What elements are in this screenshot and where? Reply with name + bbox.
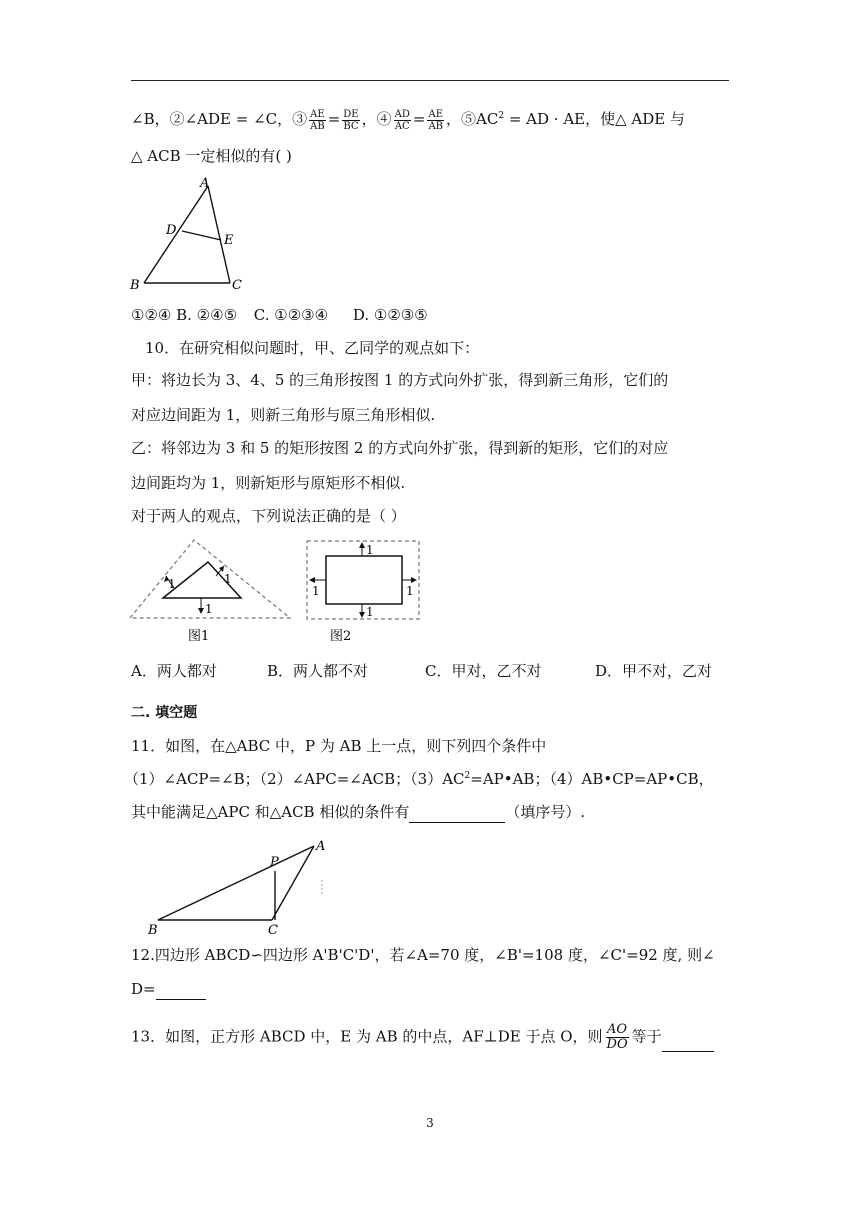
fig1-dist-left: 1 <box>168 577 176 591</box>
fraction-de-bc: $\frac{DE}{BC}$ <box>343 108 359 132</box>
fig2-caption: 图2 <box>330 629 352 644</box>
q11-conditions: （1）∠ACP=∠B；（2）∠APC=∠ACB；$(3)AC^2=AP•AB$；（4）AB•CP=AP•CB， <box>124 770 714 788</box>
q9-option-d[interactable]: D. ①②③⑤ <box>352 306 428 324</box>
section-title-fill-in: 二. 填空题 <box>131 705 198 721</box>
q9-options <box>131 304 731 326</box>
fig1-dist-bottom: 1 <box>205 602 213 616</box>
q12-line2: D= <box>131 978 731 1000</box>
page-number: 3 <box>426 1116 434 1130</box>
q10-jia-line1: 甲：将边长为 3、4、5 的三角形按图 1 的方式向外扩张，得到新三角形，它们的 <box>131 371 669 389</box>
fraction-ae-ab: $\frac{AE}{AB}$ <box>310 108 325 132</box>
q9-question-line: △ ACB 一定相似的有( ) <box>131 147 292 165</box>
fig1-caption: 图1 <box>188 629 210 644</box>
q11-triangle-figure <box>144 836 334 936</box>
label-p: P <box>270 855 279 870</box>
q12-answer-blank[interactable] <box>156 983 206 1000</box>
label-a: A <box>200 176 210 191</box>
q11-answer-blank[interactable] <box>409 806 505 823</box>
fig2-dist-bottom: 1 <box>366 605 374 619</box>
q10-option-d[interactable]: D．甲不对，乙对 <box>595 662 713 680</box>
label-d: D <box>166 223 177 238</box>
q10-option-b[interactable]: B．两人都不对 <box>267 662 369 680</box>
label-c: C <box>268 923 278 936</box>
label-b: B <box>148 923 158 936</box>
q12-line1: 12.四边形 ABCD∽四边形 A'B'C'D'，若∠A=70 度，∠B'=108 度，∠C'=92 度, 则∠ <box>131 946 715 964</box>
label-a: A <box>316 839 326 854</box>
fig1-dist-right: 1 <box>224 572 232 586</box>
q9-option-c[interactable]: C. ①②③④ <box>253 306 329 324</box>
fig2-dist-left: 1 <box>312 584 320 598</box>
q10-ask: 对于两人的观点，下列说法正确的是（ ） <box>131 507 406 525</box>
fraction-ao-do: $\frac{AO}{DO}$ <box>606 1022 628 1052</box>
q10-jia-line2: 对应边间距为 1，则新三角形与原三角形相似. <box>131 406 436 424</box>
label-c: C <box>232 278 242 293</box>
q10-title: 10．在研究相似问题时，甲、乙同学的观点如下： <box>145 339 480 357</box>
q10-yi-line1: 乙：将邻边为 3 和 5 的矩形按图 2 的方式向外扩张，得到新的矩形，它们的对应 <box>131 439 669 457</box>
q10-option-a[interactable]: A．两人都对 <box>131 662 217 680</box>
fraction-ae-ab-2: $\frac{AE}{AB}$ <box>428 108 444 132</box>
fig2-dist-right: 1 <box>406 584 414 598</box>
label-e: E <box>224 233 234 248</box>
fraction-ad-ac: $\frac{AD}{AC}$ <box>394 108 410 132</box>
q13-line: 13．如图，正方形 ABCD 中，E 为 AB 的中点，AF⊥DE 于点 O，则 $\frac{AO}{DO}$ 等于 <box>131 1023 731 1052</box>
q9-triangle-figure <box>128 172 258 294</box>
q9-conditions-line: ∠B，②∠ADE = ∠C，③ $\frac{AE}{AB}$ = $\frac{DE}{BC}$ ，④ $\frac{AD}{AC}$ = $\frac{AE}{AB}$ ，$⑤AC^2$ = AD · AE，使△ ADE 与 <box>131 108 686 132</box>
q11-title: 11．如图，在△ABC 中，P 为 AB 上一点，则下列四个条件中 <box>131 737 547 755</box>
q11-answer-line: 其中能满足△APC 和△ACB 相似的条件有 （填序号）. <box>131 803 586 821</box>
q9-option-a-b[interactable]: ①②④ B. ②④⑤ <box>131 306 238 324</box>
q10-figure-1 <box>126 536 296 648</box>
label-b: B <box>130 278 140 293</box>
q10-yi-line2: 边间距均为 1，则新矩形与原矩形不相似. <box>131 474 406 492</box>
q13-answer-blank[interactable] <box>662 1035 714 1052</box>
q10-option-c[interactable]: C．甲对，乙不对 <box>425 662 542 680</box>
header-rule <box>131 80 729 81</box>
fig2-dist-top: 1 <box>366 543 374 557</box>
q10-figure-2 <box>302 536 424 648</box>
